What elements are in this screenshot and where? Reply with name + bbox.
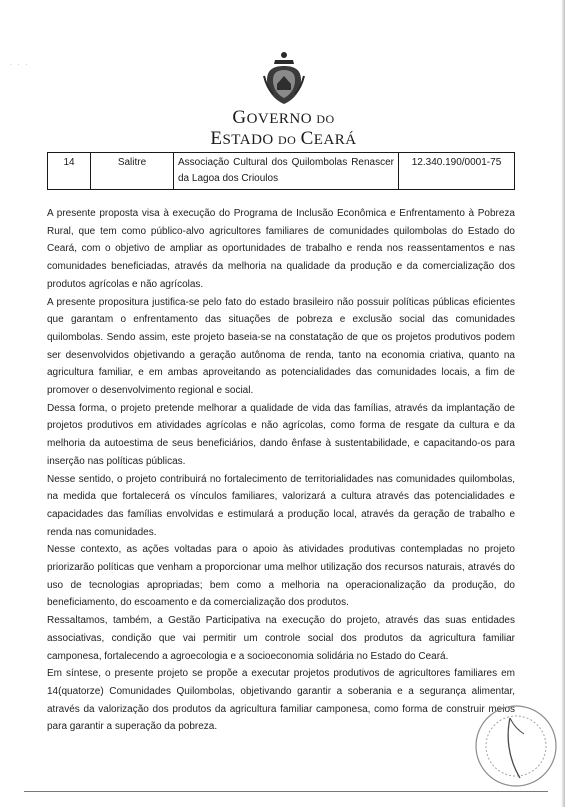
- header-line-estado: ESTADO DO CEARÁ: [210, 128, 357, 149]
- paragraph-productive-actions: Nesse contexto, as ações voltadas para o apoio às atividades produtivas contempladas no projeto priorizarão políticas que venham a proporcionar uma melhor utilização dos recursos naturais, através do uso de tecnologias apropriadas; bem como a melhoria na operacionalização da produção, do beneficiamento, do escoamento e da comercialização dos produtos.: [47, 544, 515, 609]
- paragraph-synthesis: Em síntese, o presente projeto se propõe a executar projetos produtivos de agricultores familiares em 14(quatorze) Comunidades Quilombolas, objetivando garantir a soberania e a segurança alimentar, através da valorização dos produtos da agricultura familiar camponesa, como forma de construir meios para garantir a superação da pobreza.: [47, 668, 515, 733]
- entry-entity: Associação Cultural dos Quilombolas Renascer da Lagoa dos Crioulos: [174, 153, 399, 190]
- entry-municipality: Salitre: [91, 153, 174, 190]
- paragraph-territoriality: Nesse sentido, o projeto contribuirá no fortalecimento de territorialidades nas comunidades quilombolas, na medida que fortalecerá os vínculos familiares, valorizará a cultura através das potencialidades e capacidades das famílias envolvidas e estimulará a produção local, através da geração de trabalho e renda nas comunidades.: [47, 473, 515, 538]
- entry-number: 14: [48, 153, 91, 190]
- paragraph-intro: A presente proposta visa à execução do Programa de Inclusão Econômica e Enfrentamento à Pobreza Rural, que tem como público-alvo agricultores familiares de comunidades quilombolas do Estado do Ceará, com o objetivo de ampliar as oportunidades de trabalho e renda nos reassentamentos e nas comunidades beneficiadas, através da melhoria na qualidade da produção e da comercialização dos produtos agrícolas e não agrícolas.: [47, 208, 515, 290]
- paragraph-justification: A presente propositura justifica-se pelo fato do estado brasileiro não possuir políticas públicas eficientes que garantam o enfrentamento das situações de pobreza e exclusão social das comunidades quilombolas. Sendo assim, este projeto baseia-se na constatação de que os projetos produtivos podem ser desenvolvidos objetivando a geração autônoma de renda, tanto na economia criativa, quanto na agricultura familiar, e em ambas aproveitando as potencialidades das comunidades locais, a fim de promover o desenvolvimento regional e social.: [47, 296, 515, 397]
- footer-rule: [24, 791, 548, 792]
- body-text: [47, 205, 515, 736]
- official-rubber-stamp-icon: [470, 700, 562, 792]
- scan-specks: · · ·: [10, 62, 30, 68]
- table-row: [48, 153, 515, 190]
- coat-of-arms-icon: [263, 50, 305, 106]
- paragraph-quality-of-life: Dessa forma, o projeto pretende melhorar a qualidade de vida das famílias, através da implantação de projetos produtivos em atividades agrícolas e não agrícolas, como forma de resgate da cultura e da melhoria da autoestima de seus beneficiários, dando ênfase à sustentabilidade, e capacitando-os para inserção nas políticas públicas.: [47, 402, 515, 467]
- paragraph-participative-management: Ressaltamos, também, a Gestão Participativa na execução do projeto, através das suas entidades associativas, condição que vai permitir um controle social dos produtos da agricultura familiar camponesa, fortalecendo a agroecologia e a socioeconomia solidária no Estado do Ceará.: [47, 615, 515, 662]
- entity-table: [47, 152, 515, 190]
- government-header: [0, 50, 567, 148]
- header-line-governo: GOVERNO DO: [232, 107, 335, 128]
- entry-cnpj: 12.340.190/0001-75: [399, 153, 515, 190]
